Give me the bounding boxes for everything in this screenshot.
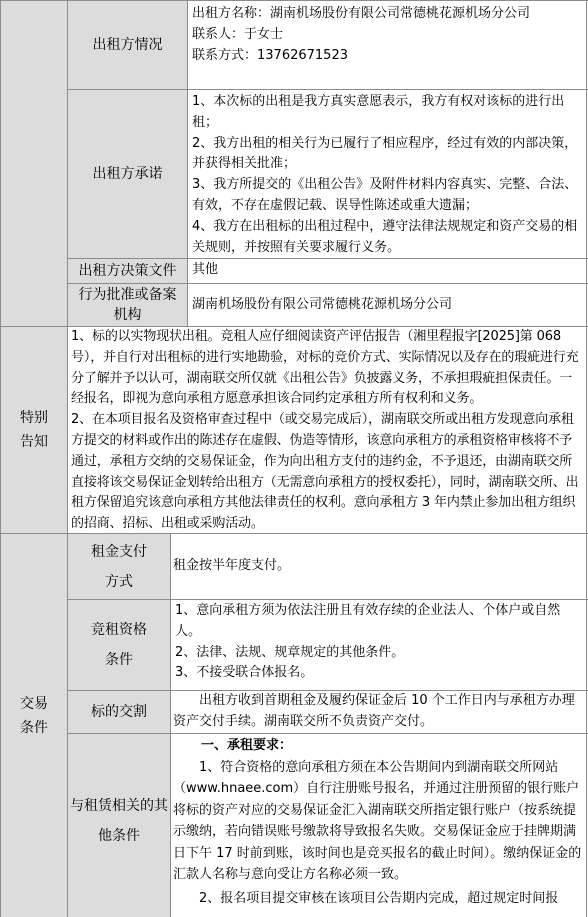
special-notice-para2: 2、在本项目报名及资格审查过程中（或交易完成后），湖南联交所或出租方发现意向承租方提交的材料或作出的陈述存在虚假、伪造等情形，该意向承租方的承租资格审核将不予通过，承租方交纳的交易保证金，作为向出租方支付的违约金，不予退还，由湖南联交所直接将该交易保证金划转给出租方（无需意向承租方的授权委托），同时，湖南联交所、出租方保留追究该意向承租方其他法律责任的权利。意向承租方 3 年内禁止参加出租方组织的招商、招标、出租或采购活动。 xyxy=(71,412,579,532)
decision-doc-label: 出租方决策文件 xyxy=(68,259,187,283)
approval-org-label: 行为批准或备案机构 xyxy=(68,284,187,326)
rent-payment-label xyxy=(68,534,170,599)
row-divider xyxy=(67,690,588,691)
other-conditions-label-line2: 他条件 xyxy=(98,827,140,844)
row-divider xyxy=(67,599,588,600)
eligibility-label-line2: 条件 xyxy=(105,652,133,668)
lessor-promise-content xyxy=(188,90,586,258)
other-conditions-item2: 2、报名项目提交审核在该项目公告期内完成，超过规定时间报 xyxy=(199,890,559,906)
special-notice-content xyxy=(68,327,586,533)
row-divider xyxy=(67,283,588,284)
rent-payment-label-line1: 租金支付 xyxy=(91,543,147,560)
col-divider xyxy=(187,0,188,327)
lessor-info-content xyxy=(188,1,586,89)
promise-item: 3、我方所提交的《出租公告》及附件材料内容真实、完整、合法、有效，不存在虚假记载、误导性陈述或重大遗漏； xyxy=(192,177,578,213)
promise-item: 4、我方在出租标的出租过程中，遵守法律法规规定和资产交易的相关规则，并按照有关要求履行义务。 xyxy=(192,218,578,255)
special-notice-label-line1: 特别 xyxy=(20,410,48,426)
promise-item: 2、我方出租的相关行为已履行了相应程序，经过有效的内部决策，并获得相关批准； xyxy=(192,135,578,172)
lessor-info-label: 出租方情况 xyxy=(68,1,187,89)
eligibility-item: 3、不接受联合体报名。 xyxy=(175,665,314,681)
promise-item: 1、本次标的出租是我方真实意愿表示，我方有权对该标的进行出租； xyxy=(192,94,565,130)
row-divider xyxy=(0,533,588,534)
decision-doc-value: 其他 xyxy=(192,262,219,277)
row-divider xyxy=(0,326,588,327)
trade-terms-label xyxy=(1,534,67,917)
trade-terms-label-line2: 条件 xyxy=(20,719,48,736)
other-conditions-item1: 1、符合资格的意向承租方须在本公告期间内到湖南联交所网站（www.hnaee.com）自行注册账号报名，并通过注册预留的银行账户将标的资产对应的交易保证金汇入湖南联交所指定银行账户（按系统提示缴纳，若向错误账号缴款将导致报名失败。交易保证金应于挂牌期满日下午 17 时前到账，该时间也是竞买报名的截止时间）。缴纳保证金的汇款人名称与意向受让方名称必须一致。 xyxy=(173,759,582,882)
trade-terms-label-line1: 交易 xyxy=(20,695,48,712)
row-divider xyxy=(67,258,588,259)
other-conditions-content xyxy=(171,734,586,917)
delivery-label: 标的交割 xyxy=(68,691,170,733)
col-divider xyxy=(170,533,171,917)
approval-org-value: 湖南机场股份有限公司常德桃花源机场分公司 xyxy=(192,296,453,312)
table-border-top xyxy=(0,0,588,1)
lessor-promise-label: 出租方承诺 xyxy=(68,90,187,258)
table-border-right xyxy=(586,0,587,917)
other-conditions-heading: 一、承租要求： xyxy=(201,738,293,753)
row-divider xyxy=(67,89,588,90)
col-divider xyxy=(67,0,68,917)
table-border-left xyxy=(0,0,1,917)
eligibility-item: 1、意向承租方须为依法注册且有效存续的企业法人、个体户或自然人。 xyxy=(175,603,561,639)
lessor-phone: 联系方式：13762671523 xyxy=(192,47,348,63)
special-notice-para1: 1、标的以实物现状出租。竞租人应仔细阅读资产评估报告（湘里程报字[2025]第 068 号），并自行对出租标的进行实地勘验，对标的竞价方式、实际情况以及存在的瑕疵进行充分了解并予以认可，湖南联交所仅就《出租公告》负披露义务，不承担瑕疵担保责任。一经报名，即视为意向承租方愿意承担该合同约定承租方所有权利和义务。 xyxy=(71,329,579,407)
special-notice-label-line2: 告知 xyxy=(20,434,48,450)
eligibility-content xyxy=(171,600,586,690)
eligibility-item: 2、法律、法规、规章规定的其他条件。 xyxy=(175,644,405,660)
other-conditions-label-line1: 与租赁相关的其 xyxy=(70,797,168,814)
rent-payment-value: 租金按半年度支付。 xyxy=(173,558,291,574)
delivery-value: 出租方收到首期租金及履约保证金后 10 个工作日内与承租方办理资产交付手续。湖南联交所不负责资产交付。 xyxy=(173,693,575,729)
lessor-name: 出租方名称：湖南机场股份有限公司常德桃花源机场分公司 xyxy=(192,6,531,21)
special-notice-label xyxy=(1,327,67,533)
rent-payment-label-line2: 方式 xyxy=(105,573,133,590)
eligibility-label-cell xyxy=(68,600,170,690)
lessor-contact: 联系人：于女士 xyxy=(192,26,284,42)
eligibility-label-line1: 竞租资格 xyxy=(91,622,147,638)
row-divider xyxy=(67,733,588,734)
left-spacer-lessor xyxy=(1,1,67,326)
other-conditions-label xyxy=(68,734,170,917)
